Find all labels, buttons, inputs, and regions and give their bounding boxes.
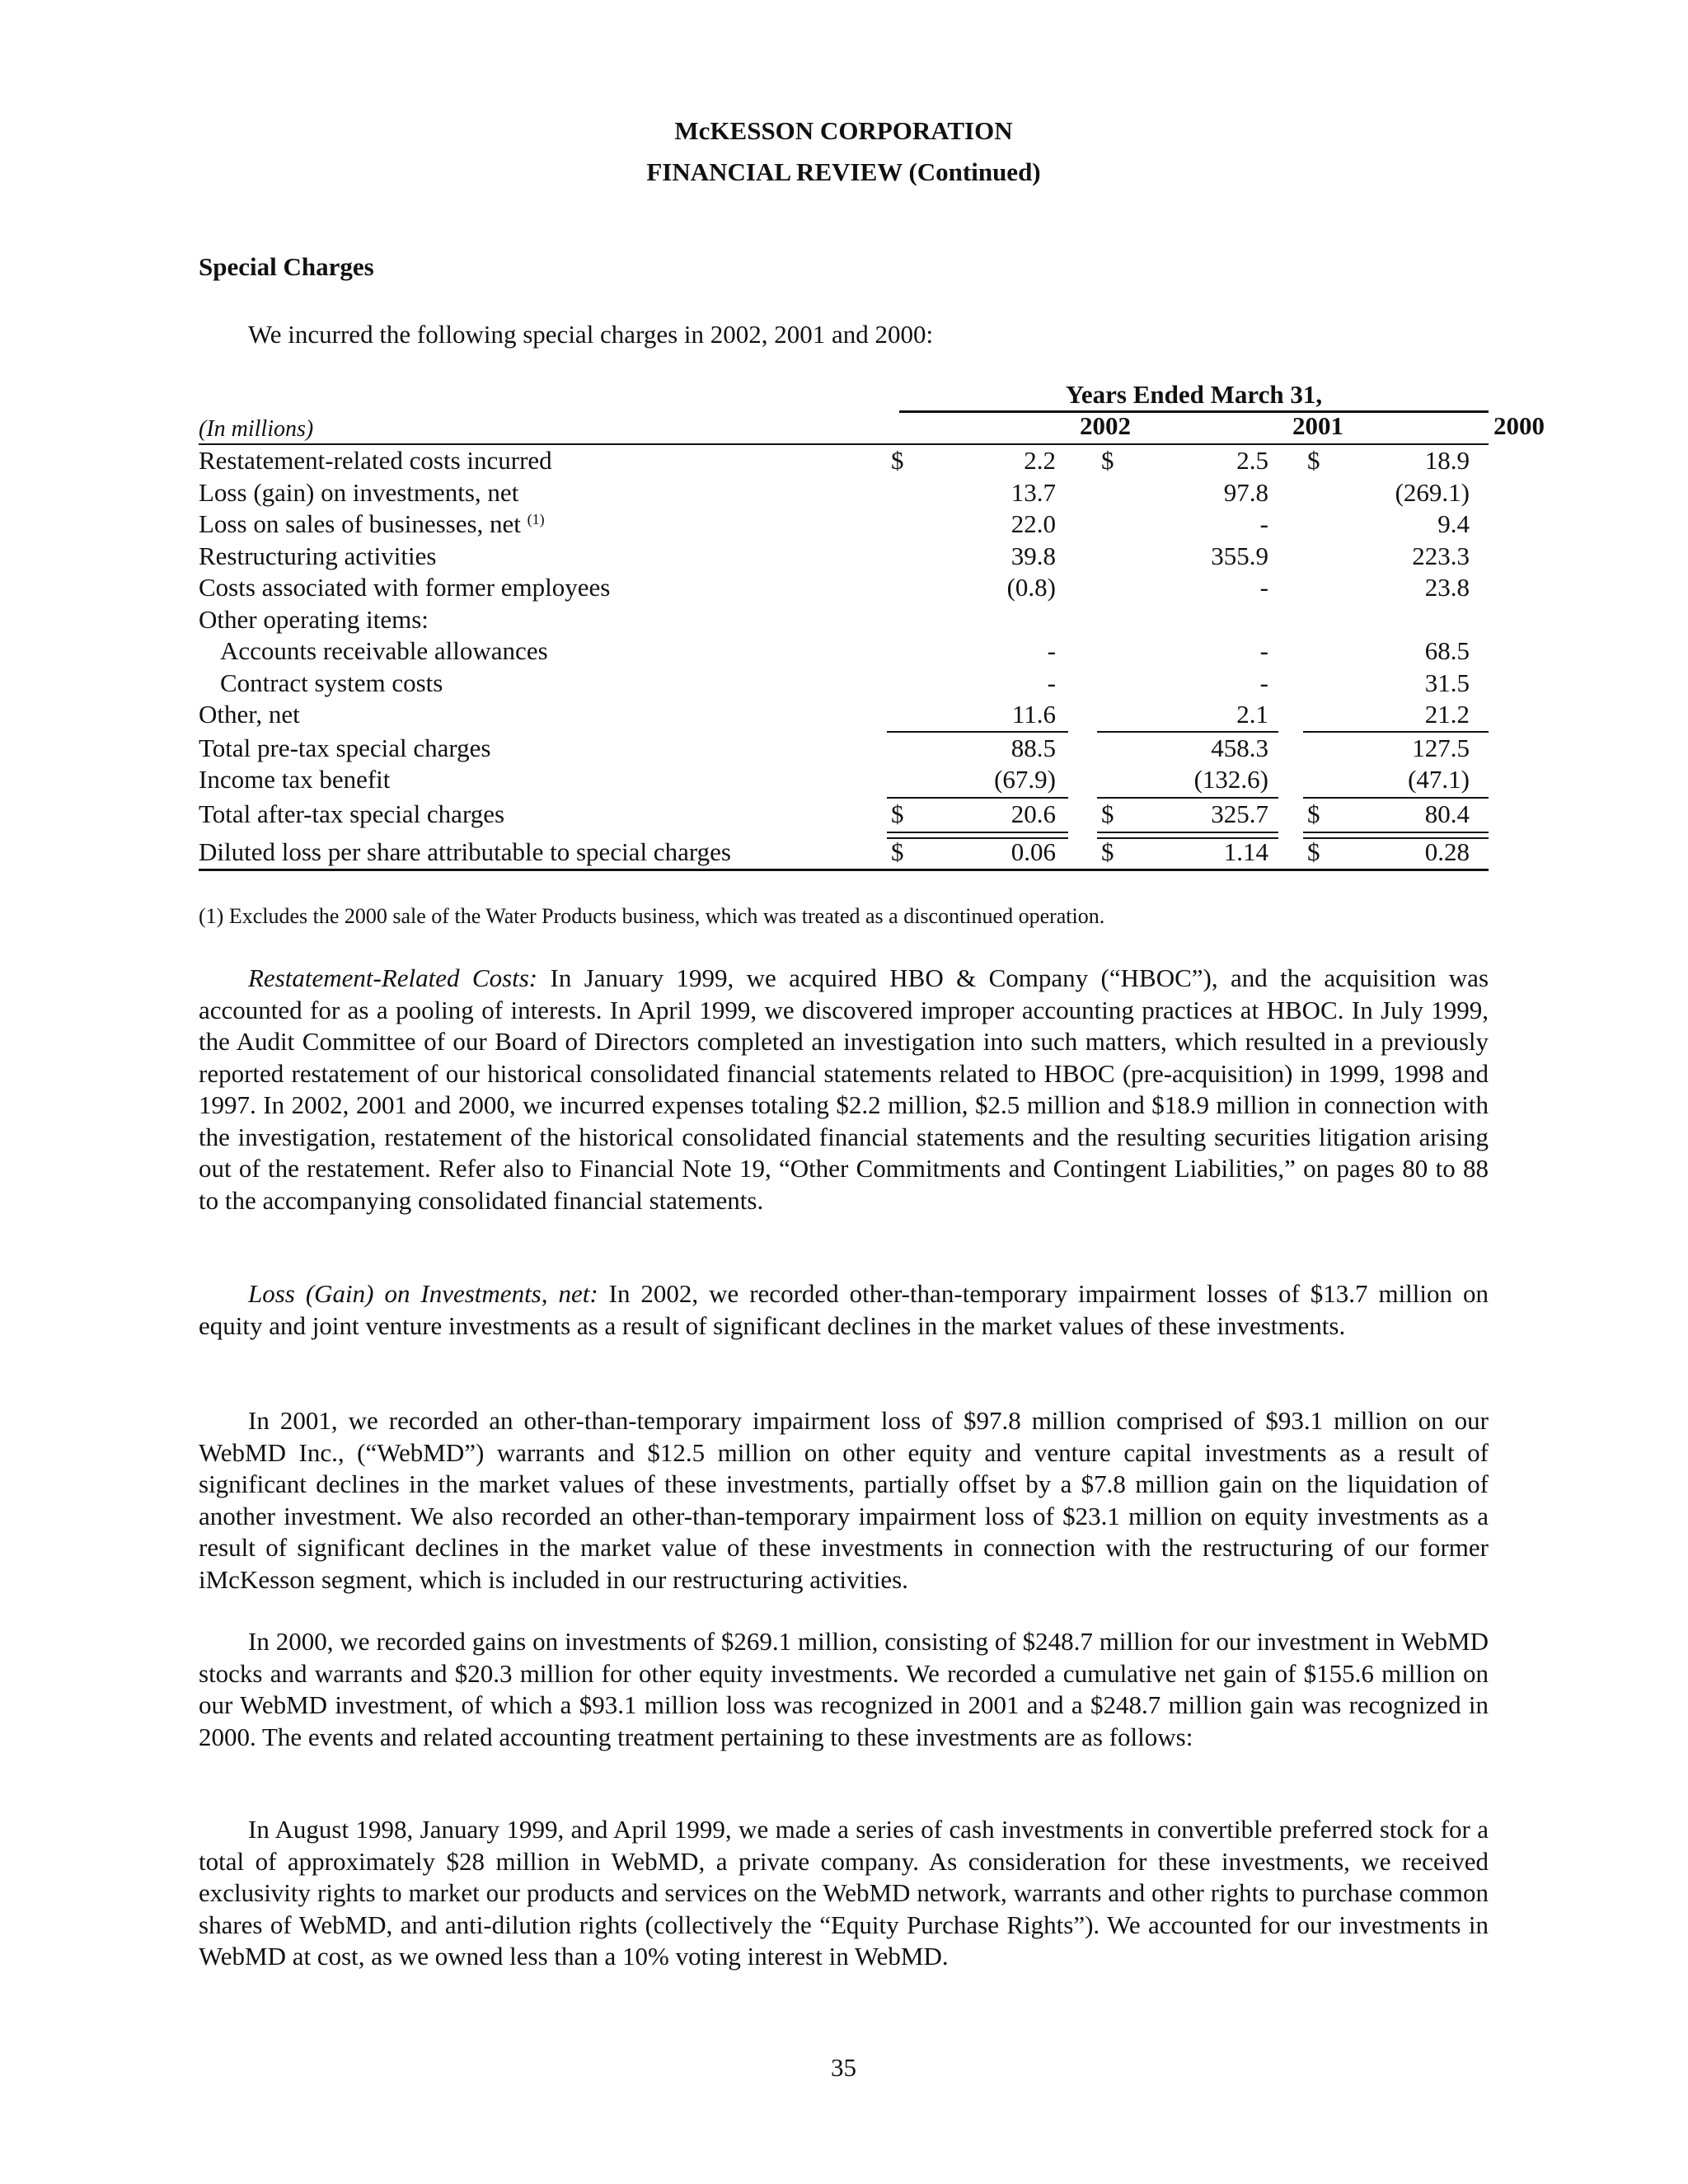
- cell-value-2002: 13.7: [1010, 477, 1056, 507]
- row-label: [199, 733, 490, 765]
- cell-value-2000: 223.3: [1412, 541, 1470, 570]
- cell-value-2001: 458.3: [1211, 733, 1268, 762]
- cell-value-2001: 2.1: [1236, 700, 1268, 729]
- cell-value-2000: 23.8: [1424, 573, 1470, 602]
- row-label-text: Income tax benefit: [199, 765, 391, 794]
- currency-symbol: $: [1307, 799, 1320, 828]
- column-header-2001: 2001: [1292, 411, 1343, 440]
- cell-value-2002: 2.2: [1024, 446, 1056, 475]
- cell-value-2000: (47.1): [1408, 765, 1470, 794]
- row-label: [199, 541, 436, 573]
- currency-symbol: $: [1101, 446, 1114, 475]
- currency-symbol: $: [1101, 799, 1114, 828]
- cell-value-2002: -: [1047, 636, 1056, 665]
- column-header-2002: 2002: [1080, 411, 1131, 440]
- cell-value-2002: -: [1047, 668, 1056, 697]
- cell-value-2000: 18.9: [1424, 446, 1470, 475]
- row-label-text: Contract system costs: [220, 668, 443, 697]
- cell-value-2002: 39.8: [1010, 541, 1056, 570]
- row-label-text: Restatement-related costs incurred: [199, 446, 552, 475]
- currency-symbol: $: [891, 799, 904, 828]
- currency-symbol: $: [891, 837, 904, 866]
- row-label: [199, 799, 504, 831]
- cell-value-2000: 21.2: [1424, 700, 1470, 729]
- cell-value-2000: (269.1): [1395, 477, 1470, 507]
- table-row: [199, 541, 1489, 573]
- row-label: [199, 837, 731, 869]
- currency-symbol: $: [1307, 446, 1320, 475]
- table-row: [199, 635, 1489, 668]
- row-label: [199, 509, 545, 541]
- subtotal-rule: [887, 731, 1068, 733]
- row-label-text: Diluted loss per share attributable to special charges: [199, 837, 731, 866]
- paragraph-lead: Restatement-Related Costs:: [248, 963, 538, 992]
- row-label-text: Costs associated with former employees: [199, 573, 611, 602]
- page-subtitle: FINANCIAL REVIEW (Continued): [646, 157, 1041, 186]
- row-label-text: Total after-tax special charges: [199, 799, 505, 828]
- row-label-text: Other, net: [199, 700, 300, 729]
- subtotal-rule: [1303, 797, 1489, 799]
- double-total-rule: [1097, 832, 1278, 839]
- paragraph-restatement: [199, 963, 1489, 1216]
- paragraph-body: In 2002, we recorded other-than-temporary impairment losses of $13.7 million on equity and joint venture investments as a result of significant declines in the market values of these investments.: [199, 1279, 1489, 1340]
- row-label: [220, 635, 548, 668]
- row-label-text: Total pre-tax special charges: [199, 733, 491, 762]
- cell-value-2001: -: [1259, 668, 1268, 697]
- table-row: [199, 445, 1489, 477]
- paragraph-investments: [199, 1278, 1489, 1342]
- row-label-text: Loss (gain) on investments, net: [199, 477, 519, 507]
- row-label: [199, 604, 429, 636]
- cell-value-2002: 11.6: [1011, 700, 1056, 729]
- company-name: McKESSON CORPORATION: [674, 116, 1013, 145]
- cell-value-2002: 88.5: [1010, 733, 1056, 762]
- row-label: [199, 699, 300, 731]
- paragraph-lead: Loss (Gain) on Investments, net:: [248, 1279, 598, 1308]
- cell-value-2001: -: [1259, 636, 1268, 665]
- special-charges-table: [199, 379, 1545, 866]
- table-row: [199, 572, 1489, 604]
- table-row: [199, 604, 1489, 636]
- currency-symbol: $: [1307, 837, 1320, 866]
- intro-text: We incurred the following special charges in 2002, 2001 and 2000:: [248, 320, 934, 349]
- cell-value-2001: 355.9: [1211, 541, 1268, 570]
- row-label: [199, 477, 518, 509]
- footnote-marker: (1): [527, 511, 545, 527]
- row-label-text: Other operating items:: [199, 604, 429, 634]
- row-label-text: Restructuring activities: [199, 541, 437, 570]
- row-label: [199, 445, 552, 477]
- row-label-text: Loss on sales of businesses, net: [199, 509, 521, 538]
- cell-value-2000: 9.4: [1437, 509, 1470, 538]
- years-header: Years Ended March 31,: [899, 379, 1489, 413]
- table-row: [199, 699, 1489, 731]
- table-row: [199, 733, 1489, 765]
- row-label-text: Accounts receivable allowances: [220, 636, 548, 665]
- table-header: [199, 379, 1545, 443]
- double-total-rule: [887, 832, 1068, 839]
- cell-value-2002: 22.0: [1010, 509, 1056, 538]
- currency-symbol: $: [1101, 837, 1114, 866]
- cell-value-2002: (0.8): [1006, 573, 1056, 602]
- table-row: [199, 509, 1489, 541]
- cell-value-2001: (132.6): [1193, 765, 1268, 794]
- table-row: [199, 477, 1489, 509]
- currency-symbol: $: [891, 446, 904, 475]
- cell-value-2001: 2.5: [1236, 446, 1268, 475]
- row-label: [199, 572, 610, 604]
- cell-value-2000: 80.4: [1424, 799, 1470, 828]
- cell-value-2001: 97.8: [1223, 477, 1268, 507]
- section-title: Special Charges: [199, 252, 374, 281]
- paragraph-2000: In 2000, we recorded gains on investments of $269.1 million, consisting of $248.7 million for our investment in WebMD stocks and warrants and $20.3 million for other equity investments. We recorded a cumulative net gain of $155.6 million on our WebMD investment, of which a $93.1 million loss was recognized in 2001 and a $248.7 million gain was recognized in 2000. The events and related accounting treatment pertaining to these investments are as follows:: [199, 1627, 1489, 1751]
- column-header-2000: 2000: [1493, 411, 1545, 440]
- cell-value-2001: -: [1259, 509, 1268, 538]
- table-row: [199, 668, 1489, 700]
- table-row: [199, 837, 1489, 869]
- page-number: 35: [831, 2053, 856, 2082]
- cell-value-2000: 127.5: [1412, 733, 1470, 762]
- paragraph-webmd: In August 1998, January 1999, and April 1999, we made a series of cash investments in convertible preferred stock for a total of approximately $28 million in WebMD, a private company. As consideration for these investments, we received exclusivity rights to market our products and services on the WebMD network, warrants and other rights to purchase common shares of WebMD, and anti-dilution rights (collectively the “Equity Purchase Rights”). We accounted for our investments in WebMD at cost, as we owned less than a 10% voting interest in WebMD.: [199, 1815, 1489, 1971]
- cell-value-2000: 0.28: [1424, 837, 1470, 866]
- cell-value-2001: 1.14: [1223, 837, 1268, 866]
- table-bottom-rule: [199, 869, 1489, 871]
- table-row: [199, 764, 1489, 796]
- paragraph-body: In January 1999, we acquired HBO & Company (“HBOC”), and the acquisition was accounted for as a pooling of interests. In April 1999, we discovered improper accounting practices at HBOC. In July 1999, the Audit Committee of our Board of Directors completed an investigation into such matters, which resulted in a previously reported restatement of our historical consolidated financial statements related to HBOC (pre-acquisition) in 1999, 1998 and 1997. In 2002, 2001 and 2000, we incurred expenses totaling $2.2 million, $2.5 million and $18.9 million in connection with the investigation, restatement of the historical consolidated financial statements and the resulting securities litigation arising out of the restatement. Refer also to Financial Note 19, “Other Commitments and Contingent Liabilities,” on pages 80 to 88 to the accompanying consolidated financial statements.: [199, 963, 1489, 1215]
- subtotal-rule: [887, 797, 1068, 799]
- row-label: [220, 668, 443, 700]
- paragraph-2001: In 2001, we recorded an other-than-temporary impairment loss of $97.8 million comprised of $93.1 million on our WebMD Inc., (“WebMD”) warrants and $12.5 million on other equity and venture capital investments as a result of significant declines in the market values of these investments, partially offset by a $7.8 million gain on the liquidation of another investment. We also recorded an other-than-temporary impairment loss of $23.1 million on equity investments as a result of significant declines in the market value of these investments in connection with the restructuring of our former iMcKesson segment, which is included in our restructuring activities.: [199, 1406, 1489, 1594]
- subtotal-rule: [1097, 797, 1278, 799]
- cell-value-2002: 20.6: [1010, 799, 1056, 828]
- row-label: [199, 764, 390, 796]
- subtotal-rule: [1097, 731, 1278, 733]
- footnote: (1) Excludes the 2000 sale of the Water Products business, which was treated as a discontinued operation.: [199, 904, 1105, 928]
- cell-value-2002: (67.9): [994, 765, 1056, 794]
- units-label: (In millions): [199, 416, 314, 442]
- table-row: [199, 799, 1489, 831]
- cell-value-2001: -: [1259, 573, 1268, 602]
- cell-value-2000: 31.5: [1424, 668, 1470, 697]
- double-total-rule: [1303, 832, 1489, 839]
- subtotal-rule: [1303, 731, 1489, 733]
- cell-value-2000: 68.5: [1424, 636, 1470, 665]
- cell-value-2002: 0.06: [1010, 837, 1056, 866]
- cell-value-2001: 325.7: [1211, 799, 1268, 828]
